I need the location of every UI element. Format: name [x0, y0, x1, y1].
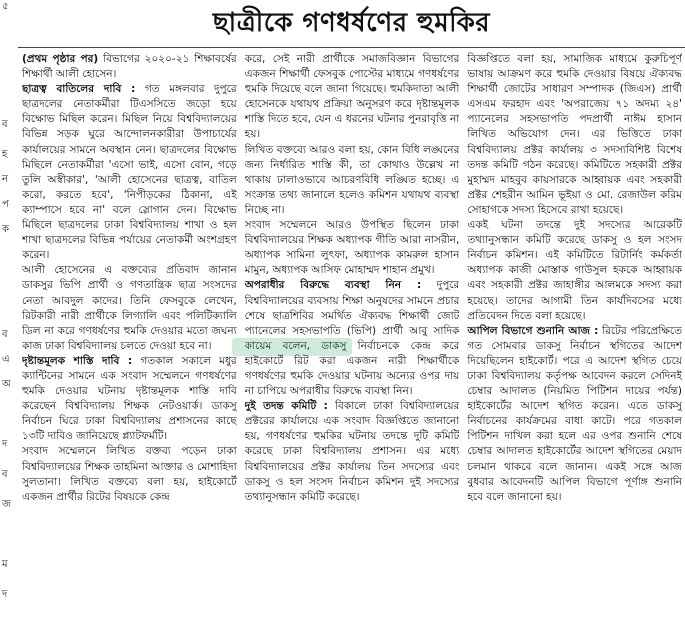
paragraph-text: দুপুরে বিশ্ববিদ্যালয়ের ব্যবসায় শিক্ষা অনুষদের সামনে প্রচার শেষে ছাত্রশিবির সমর্থিত ঐক্যবদ্ধ শিক্ষার্থী জোট প্যানেলের সহসভাপতি (ভিপি) প্রার্থী আবু সাদিক কায়েম বলেন, ডাকসু নির্বাচনকে কেন্দ্র করে হাইকোর্টে রিট করা একজন নারী শিক্ষার্থীকে গণধর্ষণের হুমকি দেওয়ার ঘটনায় অন্যের ওপর দায় না চাপিয়ে অপরাধীর বিরুদ্ধে ব্যবস্থা নিন।	[244, 279, 460, 398]
subheading: দৃষ্টান্তমূলক শাস্তি দাবি :	[22, 354, 133, 367]
paragraph-text: গত মঙ্গলবার দুপুরে ছাত্রদলের নেতাকর্মীরা টিএসসিতে জড়ো হয়ে বিক্ষোভ মিছিল করেন। মিছিল নিয়ে বিশ্ববিদ্যালয়ের বিভিন্ন সড়ক ঘুরে আন্দোলনকারীরা উপাচার্যের কার্যালয়ের সামনে অবস্থান নেন। ছাত্রদলের বিক্ষোভ মিছিলে নেতাকর্মীরা 'এসো ভাই, এসো বোন, গড়ে তুলি অস্বীকার', 'আলী হোসেনের ছাত্রত্ব, বাতিল করো, করতে হবে', 'নিপীড়কের ঠিকানা, এই ক্যাম্পাসে হবে না' বলে স্লোগান দেন। বিক্ষোভ মিছিলে ছাত্রদলের ঢাকা বিশ্ববিদ্যালয় শাখা ও হল শাখা ছাত্রদলের বিভিন্ন পর্যায়ের নেতাকর্মী অংশগ্রহণ করেন।	[22, 83, 237, 262]
article-paragraph	[22, 82, 237, 263]
paragraph-text: সংবাদ সম্মেলনে আরও উপস্থিত ছিলেন ঢাকা বিশ্ববিদ্যালয়ের শিক্ষক অধ্যাপক গীতি আরা নাসরীন, অধ্যাপক সামিনা লুৎফা, অধ্যাপক কামরুল হাসান মামুন, অধ্যাপক আসিফ মোহাম্মদ শাহান প্রমুখ।	[244, 219, 460, 277]
article-paragraph	[245, 218, 460, 278]
edge-fragment-char: অ	[2, 379, 11, 390]
article-column-1	[22, 52, 237, 634]
paragraph-text: একই ঘটনা তদন্তে দুই সদস্যের আরেকটি তথ্যানুসন্ধান কমিটি করেছে ডাকসু ও হল সংসদ নির্বাচন কমিশন। এই কমিটিতে রিটার্নিং কর্মকর্তা অধ্যাপক কাজী মোস্তাক গাউসুল হককে আহ্বায়ক এবং সহকারী প্রক্টর জাহাঙ্গীর আলমকে সদস্য করা হয়েছে। তাদের আগামী তিন কার্যদিবসের মধ্যে প্রতিবেদন দিতে বলা হয়েছে।	[467, 219, 683, 322]
subheading: অপরাধীর বিরুদ্ধে ব্যবস্থা নিন :	[244, 279, 422, 292]
edge-fragment-char: হ	[2, 149, 8, 160]
paragraph-text: বিজ্ঞপ্তিতে বলা হয়, সামাজিক মাধ্যমে কুরুচিপূর্ণ ভাষায় আক্রমণ করে হুমকি দেওয়ার বিষয়ে ঐক্যবদ্ধ শিক্ষার্থী জোটের সাধারণ সম্পাদক (জিএস) প্রার্থী এসএম ফরহাদ এবং 'অপরাজেয় ৭১ অদম্য ২৪' প্যানেলের সহসভাপতি পদপ্রার্থী নাঈম হাসান লিখিত অভিযোগ দেন। এর ভিত্তিতে ঢাকা বিশ্ববিদ্যালয় প্রক্টর কার্যালয় ৩ সদস্যবিশিষ্ট বিশেষ তদন্ত কমিটি গঠন করেছে। কমিটিতে সহকারী প্রক্টর মুহাম্মদ মাহবুব কায়সারকে আহ্বায়ক এবং সহকারী প্রক্টর শেহরীন আমিন ভূইয়া ও মো. রেজাউল করিম সোহাগকে সদস্য হিসেবে রাখা হয়েছে।	[467, 53, 683, 216]
edge-fragment-char: দ	[2, 589, 8, 600]
edge-fragment-char: ৫	[2, 1, 9, 12]
headline-rule	[18, 47, 685, 48]
paragraph-text: রিটের পরিপ্রেক্ষিতে গত সোমবার ডাকসু নির্বাচন স্থগিতের আদেশ দিয়েছিলেন হাইকোর্ট। পরে এ আদেশ স্থগিত চেয়ে ঢাকা বিশ্ববিদ্যালয় কর্তৃপক্ষ আবেদন করলে সেদিনই চেম্বার আদালত (নিয়মিত পিটিশন দায়ের পর্যন্ত) হাইকোর্টের আদেশ স্থগিত করেন। এতে ডাকসু নির্বাচনের কার্যক্রমের বাধা কাটে। পরে গতকাল পিটিশন দাখিল করা হলে এর ওপর শুনানি শেষে চেম্বার আদালত হাইকোর্টের আদেশ স্থগিতের মেয়াদ চলমান থাকবে বলে জানান। একই সঙ্গে আজ বুধবার আবেদনটি আপিল বিভাগে পূর্ণাঙ্গ শুনানি হবে বলে জানানো হয়।	[467, 324, 683, 503]
edge-fragment-char: ক	[2, 224, 9, 235]
paragraph-text: বিকালে ঢাকা বিশ্ববিদ্যালয়ের প্রক্টরের কার্যালয়ে এক সংবাদ বিজ্ঞপ্তিতে জানানো হয়, গণধর্ষণের হুমকির ঘটনায় তদন্তে দুটি কমিটি করেছে ঢাকা বিশ্ববিদ্যালয় প্রশাসন। এর মধ্যে বিশ্ববিদ্যালয়ের প্রক্টর কার্যালয় তিন সদস্যের এবং ডাকসু ও হল সংসদ নির্বাচন কমিশন দুই সদস্যের তথ্যানুসন্ধান কমিটি করেছে।	[244, 400, 460, 503]
article-paragraph	[467, 52, 682, 218]
subheading: আপিল বিভাগে শুনানি আজ :	[467, 324, 599, 337]
article-columns	[22, 52, 682, 634]
article-paragraph	[22, 354, 237, 445]
subheading: দুই তদন্ত কমিটি :	[244, 400, 328, 413]
paragraph-text: বিভাগের ২০২০-২১ শিক্ষাবর্ষের শিক্ষার্থী আলী হোসেন।	[22, 53, 237, 81]
paragraph-text: করে, সেই নারী প্রার্থীকে সমাজবিজ্ঞান বিভাগের একজন শিক্ষার্থী ফেসবুক পোস্টের মাধ্যমে গণধর্ষণের হুমকি দিয়েছে বলে জানা গিয়েছে। হুমকিদাতা আলী হোসেনকে যথাযথ প্রক্রিয়া অনুসরণ করে দৃষ্টান্তমূলক শাস্তি দিতে হবে, যেন এ ধরনের ঘটনার পুনরাবৃত্তি না হয়।	[244, 53, 460, 141]
article-paragraph	[22, 444, 237, 504]
subheading: (প্রথম পৃষ্ঠার পর)	[22, 53, 99, 65]
edge-fragment-char: প	[2, 199, 9, 210]
edge-fragment-char: ব	[2, 469, 8, 480]
article-paragraph	[245, 52, 460, 143]
subheading: ছাত্রত্ব বাতিলের দাবি :	[22, 83, 136, 96]
article-paragraph	[22, 52, 237, 82]
edge-fragment-char: ম	[2, 559, 8, 570]
adjacent-column-fragment	[0, 0, 18, 634]
paragraph-text: লিখিত বক্তব্যে আরও বলা হয়, কোন বিধি লঙ্ঘনের জন্য নির্ধারিত শাস্তি কী, তা কোথাও উল্লেখ না থাকায় ঢালাওভাবে আচরণবিধি লঙ্ঘিত হচ্ছে। এ সংক্রান্ত তথ্য জানালে হলেও কমিশন যথাযথ ব্যবস্থা নিচ্ছে না।	[244, 143, 460, 216]
article-paragraph	[467, 324, 682, 505]
headline: ছাত্রীকে গণধর্ষণের হুমকির	[212, 8, 491, 38]
edge-fragment-char: ব	[2, 329, 8, 340]
paragraph-text: আলী হোসেনের এ বক্তব্যের প্রতিবাদ জানান ডাকসুর ভিপি প্রার্থী ও গণতান্ত্রিক ছাত্র সংসদের নেতা আবদুল কাদের। তিনি ফেসবুকে লেখেন, রিটকারী নারী প্রার্থীকে লিগ্যালি এবং পলিটিক্যালি ডিল না করে গণধর্ষণের হুমকি দেওয়ার মতো জঘন্য কাজ ঢাকা বিশ্ববিদ্যালয় চলতে দেওয়া হবে না।	[22, 264, 237, 352]
article-paragraph	[467, 218, 682, 324]
edge-fragment-char: জ	[2, 499, 11, 510]
article-paragraph	[245, 143, 460, 218]
article-paragraph	[22, 263, 237, 354]
edge-fragment-char: দ	[2, 439, 8, 450]
article-paragraph	[245, 399, 460, 505]
edge-fragment-char: এ	[2, 354, 10, 365]
paragraph-text: গতকাল সকালে মধুর ক্যান্টিনের সামনে এক সংবাদ সম্মেলনে গণধর্ষণের হুমকি দেওয়ার ঘটনায় দৃষ্টান্তমূলক শাস্তি দাবি করেছেন বিশ্ববিদ্যালয় শিক্ষক নেটওয়ার্ক। ডাকসু নির্বাচন ঘিরে ঢাকা বিশ্ববিদ্যালয় প্রশাসনের কাছে ১৩টি দাবিও জানিয়েছে প্ল্যাটফর্মটি।	[22, 354, 237, 443]
edge-fragment-char: ব	[2, 119, 8, 130]
paragraph-text: সংবাদ সম্মেলনে লিখিত বক্তব্য পড়েন ঢাকা বিশ্ববিদ্যালয়ের শিক্ষক তাহমিনা আক্তার ও মোশাহিদা সুলতানা। লিখিত বক্তব্যে বলা হয়, হাইকোর্টে একজন প্রার্থীর রিটের বিষয়কে কেন্দ্র	[22, 445, 237, 503]
edge-fragment-char: ন	[2, 174, 8, 185]
article-column-3	[467, 52, 682, 634]
publisher-watermark	[232, 338, 352, 356]
